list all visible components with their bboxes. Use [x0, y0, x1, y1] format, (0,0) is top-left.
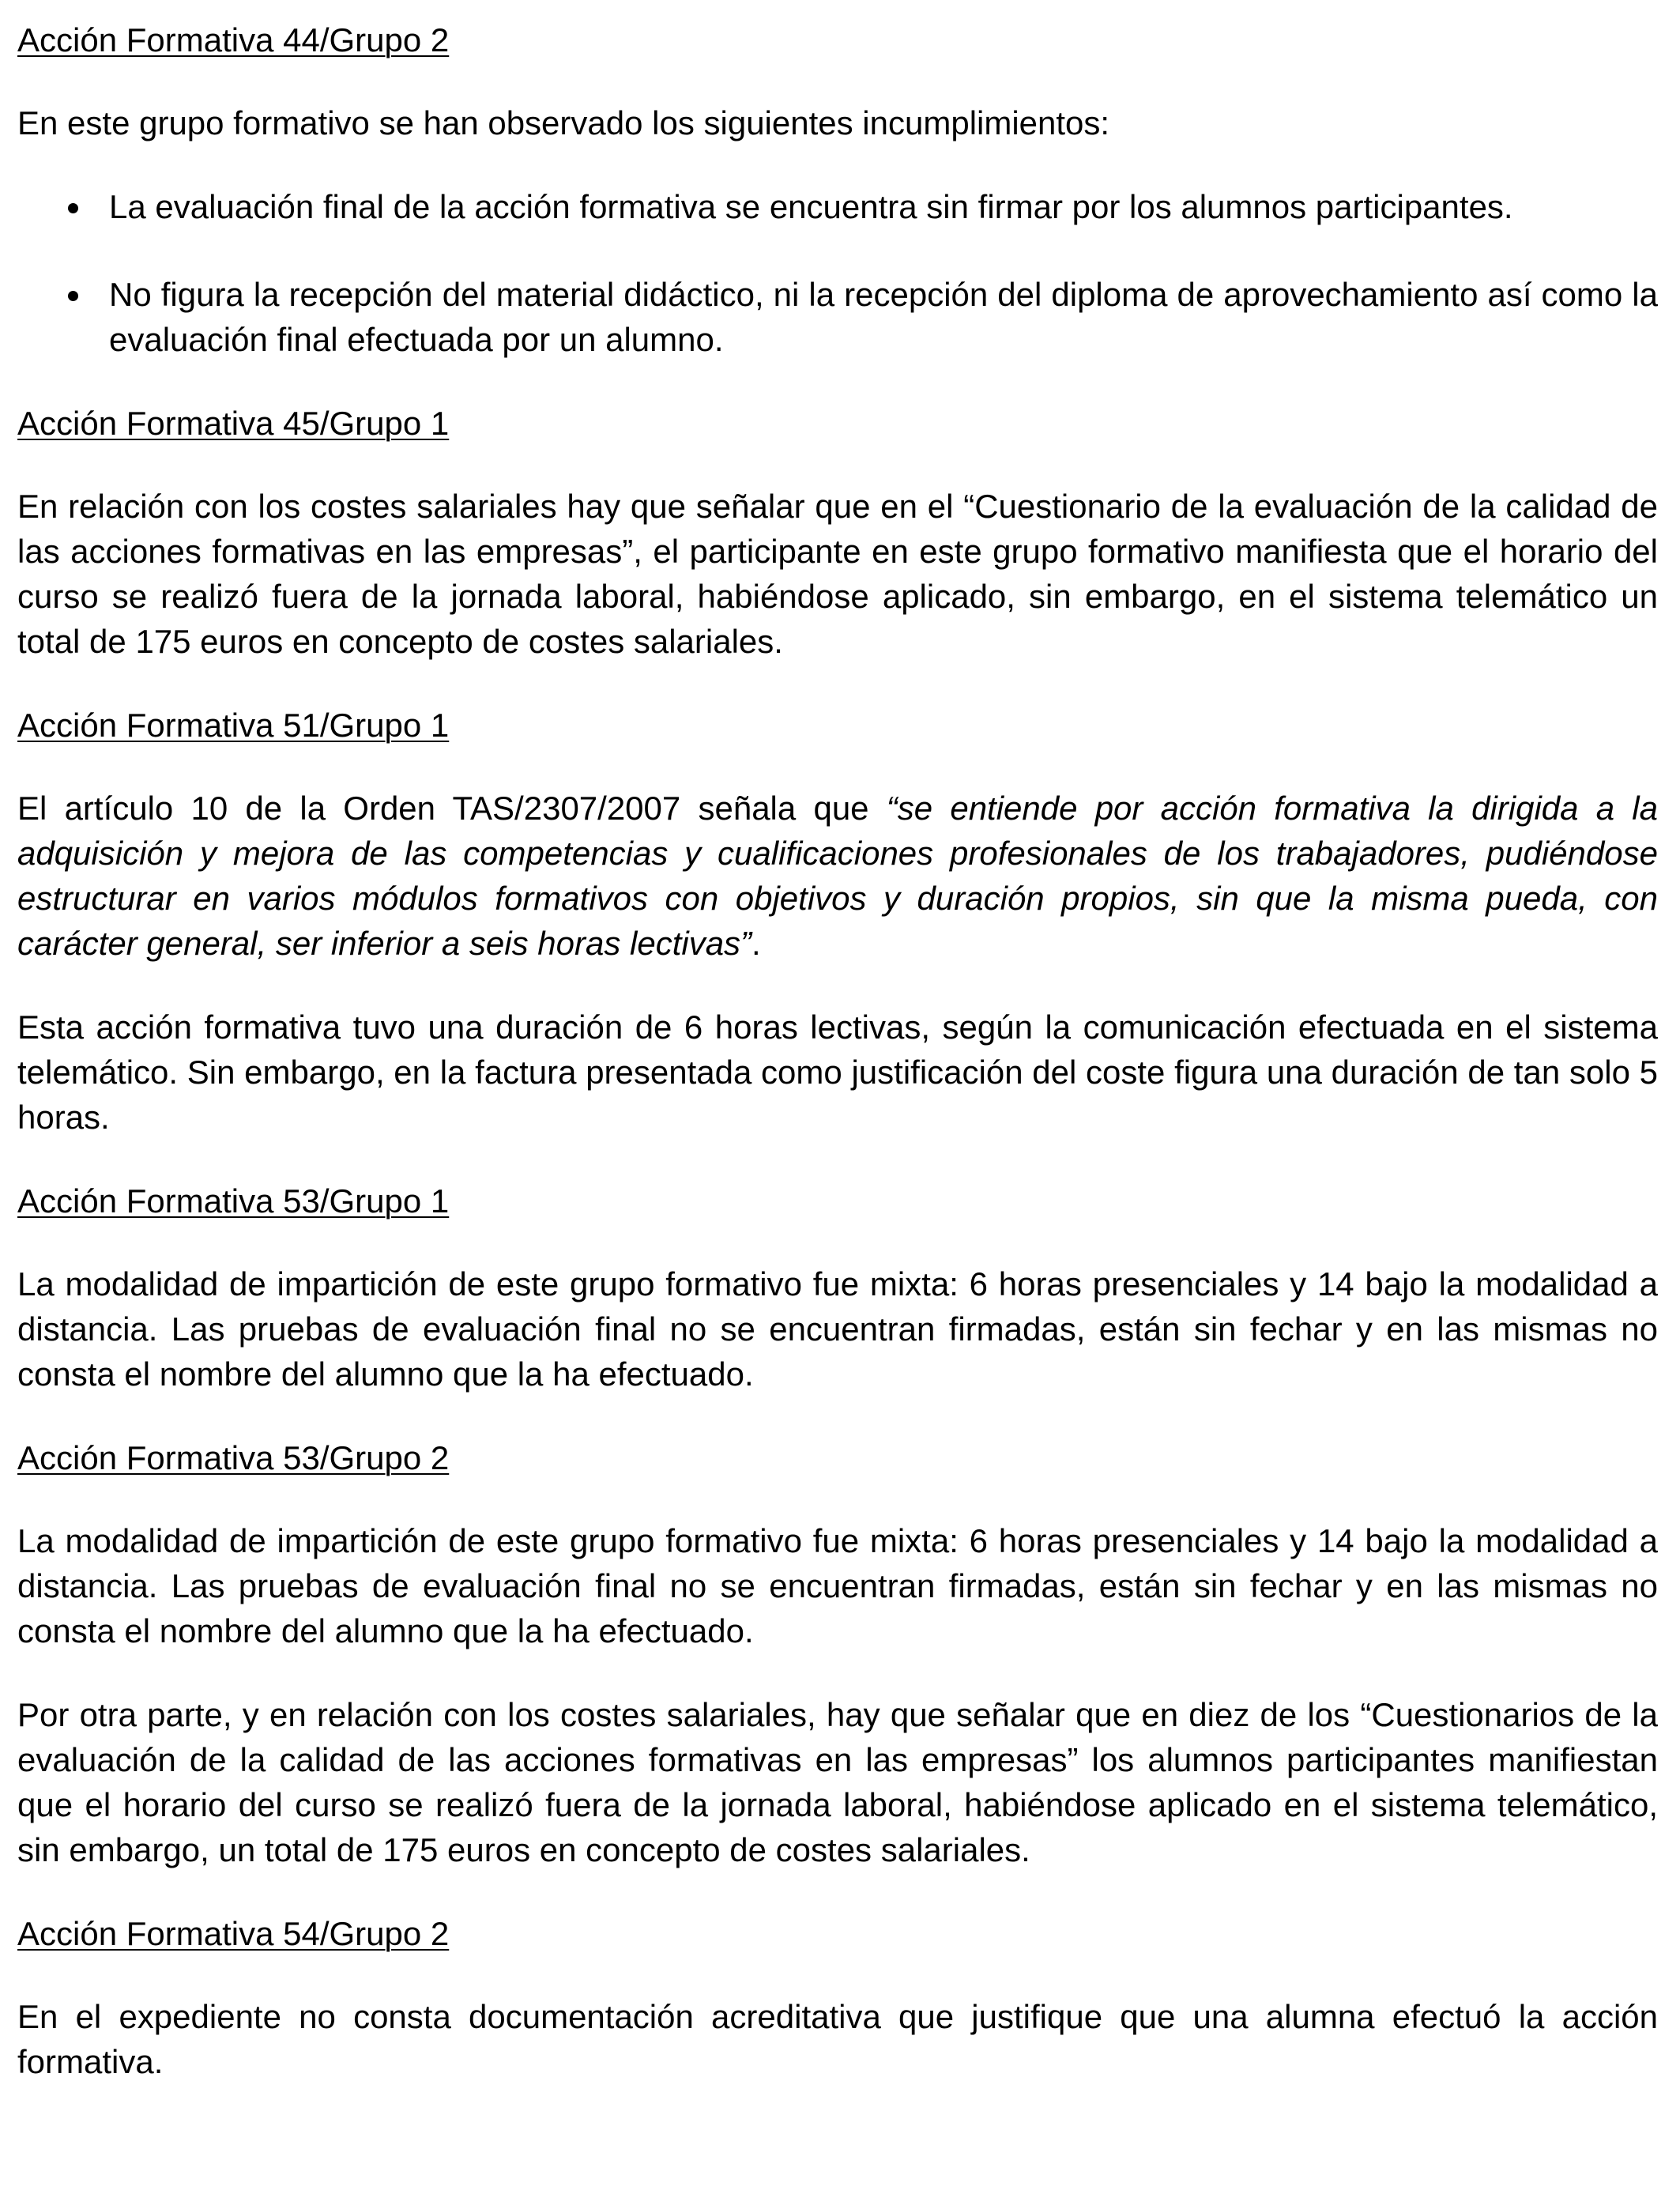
- paragraph: Por otra parte, y en relación con los costes salariales, hay que señalar que en diez de los “Cuestionarios de la evaluación de la calidad de las acciones formativas en las empresas” los alumnos participantes manifiestan que el horario del curso se realizó fuera de la jornada laboral, habiéndose aplicado en el sistema telemático, sin embargo, un total de 175 euros en concepto de costes salariales.: [17, 1696, 1658, 1868]
- section-heading: Acción Formativa 51/Grupo 1: [17, 707, 450, 744]
- section-53-1: [17, 1178, 1658, 1397]
- paragraph: En el expediente no consta documentación acreditativa que justifique que una alumna efectuó la acción formativa.: [17, 1998, 1658, 2080]
- section-intro: En este grupo formativo se han observado los siguientes incumplimientos:: [17, 104, 1110, 141]
- list-item: [17, 272, 1658, 362]
- bullet-icon: [68, 291, 78, 301]
- section-44-2: [17, 17, 1658, 362]
- quote-lead: El artículo 10 de la Orden TAS/2307/2007 señala que: [17, 790, 887, 827]
- quote-trail: .: [751, 925, 761, 962]
- list-item-text: No figura la recepción del material didáctico, ni la recepción del diploma de aprovechamiento así como la evaluación final efectuada por un alumno.: [109, 276, 1658, 358]
- section-53-2: [17, 1435, 1658, 1872]
- paragraph: La modalidad de impartición de este grupo formativo fue mixta: 6 horas presenciales y 14 bajo la modalidad a distancia. Las pruebas de evaluación final no se encuentran firmadas, están sin fechar y en las mismas no consta el nombre del alumno que la ha efectuado.: [17, 1265, 1658, 1393]
- list-item: [17, 184, 1658, 229]
- section-heading: Acción Formativa 45/Grupo 1: [17, 405, 450, 442]
- paragraph: Esta acción formativa tuvo una duración de 6 horas lectivas, según la comunicación efectuada en el sistema telemático. Sin embargo, en la factura presentada como justificación del coste figura una duración de tan solo 5 horas.: [17, 1008, 1658, 1136]
- section-heading: Acción Formativa 53/Grupo 1: [17, 1182, 450, 1220]
- paragraph: En relación con los costes salariales hay que señalar que en el “Cuestionario de la evaluación de la calidad de las acciones formativas en las empresas”, el participante en este grupo formativo manifiesta que el horario del curso se realizó fuera de la jornada laboral, habiéndose aplicado, sin embargo, en el sistema telemático un total de 175 euros en concepto de costes salariales.: [17, 488, 1658, 660]
- paragraph: La modalidad de impartición de este grupo formativo fue mixta: 6 horas presenciales y 14 bajo la modalidad a distancia. Las pruebas de evaluación final no se encuentran firmadas, están sin fechar y en las mismas no consta el nombre del alumno que la ha efectuado.: [17, 1522, 1658, 1649]
- quote-paragraph: [17, 786, 1658, 966]
- section-51-1: [17, 703, 1658, 1140]
- section-54-2: [17, 1911, 1658, 2084]
- section-45-1: [17, 401, 1658, 664]
- section-heading: Acción Formativa 44/Grupo 2: [17, 21, 450, 58]
- list-item-text: La evaluación final de la acción formativa se encuentra sin firmar por los alumnos participantes.: [109, 188, 1513, 225]
- document-page: [17, 17, 1658, 2123]
- section-heading: Acción Formativa 54/Grupo 2: [17, 1915, 450, 1952]
- bullet-icon: [68, 203, 78, 213]
- legal-quote: “se entiende por acción formativa la dirigida a la adquisición y mejora de las competencias y cualificaciones profesionales de los trabajadores, pudiéndose estructurar en varios módulos formativos con objetivos y duración propios, sin que la misma pueda, con carácter general, ser inferior a seis horas lectivas”: [17, 790, 1658, 962]
- bullet-list: [17, 184, 1658, 362]
- section-heading: Acción Formativa 53/Grupo 2: [17, 1439, 450, 1476]
